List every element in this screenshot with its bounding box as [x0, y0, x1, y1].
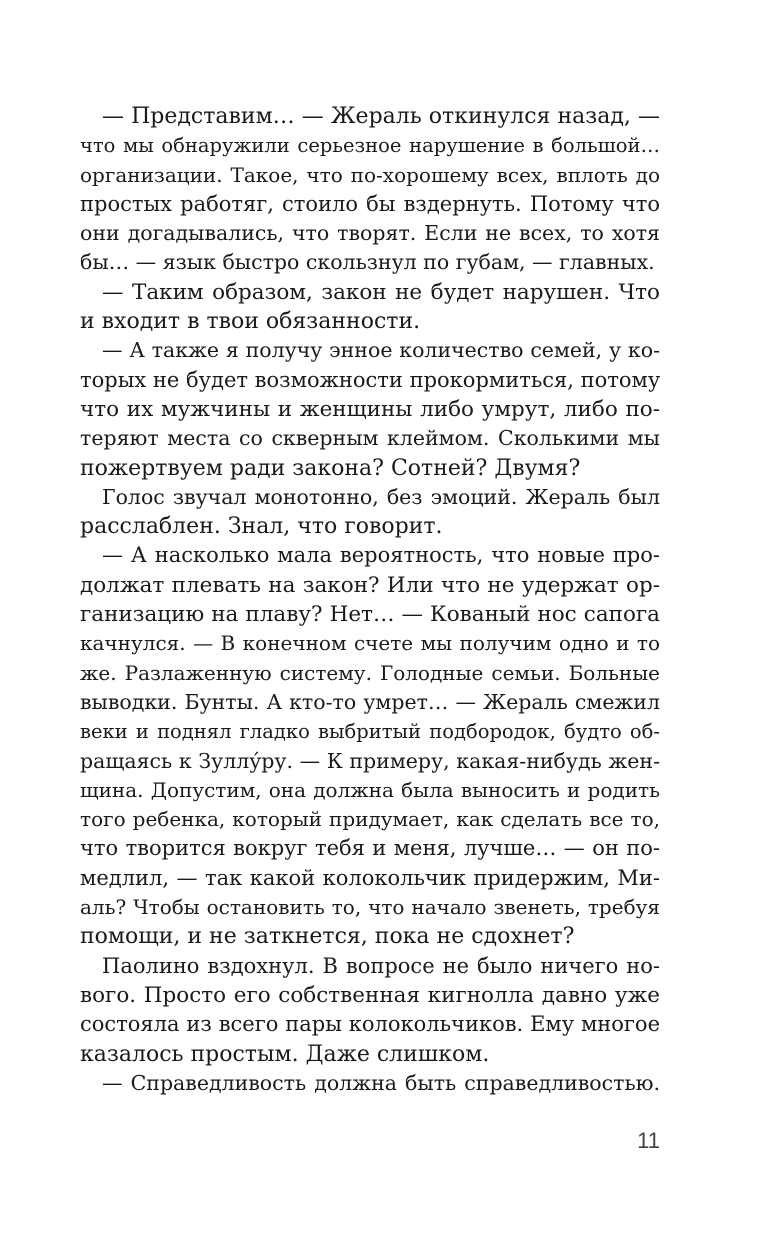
- text-line: — Таким образом, закон не будет нарушен. Что: [102, 279, 660, 305]
- text-line: качнулся. — В конечном счете мы получим одно и то: [80, 631, 660, 656]
- text-line: должат плевать на закон? Или что не удержат ор-: [80, 572, 660, 598]
- text-line: теряют места со скверным клеймом. Сколькими мы: [80, 426, 660, 451]
- text-line: вого. Просто его собственная кигнолла давно уже: [80, 982, 660, 1008]
- text-line: казалось простым. Даже слишком.: [80, 1041, 490, 1067]
- text-line: же. Разлаженную систему. Голодные семьи. Больные: [80, 660, 660, 685]
- text-line: торых не будет возможности прокормиться, потому: [80, 367, 661, 392]
- text-line: пожертвуем ради закона? Сотней? Двумя?: [80, 455, 581, 481]
- text-line: простых работяг, стоило бы вздернуть. Потому что: [80, 191, 660, 216]
- text-line: и входит в твои обязанности.: [80, 309, 421, 335]
- text-line: аль? Чтобы остановить то, что начало звенеть, требуя: [80, 895, 660, 920]
- text-line: — А также я получу энное количество семей, у ко-: [102, 338, 660, 363]
- text-line: того ребенка, который придумает, как сделать все то,: [80, 807, 660, 832]
- text-line: — Справедливость должна быть справедливостью.: [102, 1070, 660, 1095]
- text-line: что творится вокруг тебя и меня, лучше… — он по-: [80, 836, 660, 861]
- text-line: выводки. Бунты. А кто-то умрет… — Жераль смежил: [80, 689, 660, 714]
- text-line: медлил, — так какой колокольчик придержим, Ми-: [80, 865, 660, 890]
- text-line: что их мужчины и женщины либо умрут, либо по-: [80, 396, 660, 422]
- body-text: [80, 102, 660, 1098]
- text-line: щина. Допустим, она должна была выносить и родить: [80, 777, 660, 802]
- text-line: что мы обнаружили серьезное нарушение в большой…: [80, 134, 660, 158]
- text-line: ращаясь к Зуллу́ру. — К примеру, какая-нибудь жен-: [80, 748, 660, 773]
- page-number: 11: [637, 1128, 660, 1153]
- text-line: они догадывались, что творят. Если не всех, то хотя: [80, 221, 660, 246]
- text-line: Паолино вздохнул. В вопросе не было ничего но-: [102, 953, 660, 978]
- text-line: организации. Такое, что по-хорошему всех, вплоть до: [80, 162, 660, 187]
- text-line: помощи, и не заткнется, пока не сдохнет?: [80, 924, 575, 950]
- text-line: — Представим… — Жераль откинулся назад, —: [102, 104, 660, 129]
- text-line: расслаблен. Знал, что говорит.: [80, 514, 443, 540]
- text-line: ганизацию на плаву? Нет… — Кованый нос сапога: [80, 602, 660, 628]
- text-line: — А насколько мала вероятность, что новые про-: [102, 543, 660, 568]
- text-line: состояла из всего пары колокольчиков. Ему многое: [80, 1012, 660, 1037]
- text-line: бы… — язык быстро скользнул по губам, — главных.: [80, 250, 655, 275]
- text-line: Голос звучал монотонно, без эмоций. Жераль был: [102, 484, 660, 509]
- text-line: веки и поднял гладко выбритый подбородок, будто об-: [80, 720, 660, 744]
